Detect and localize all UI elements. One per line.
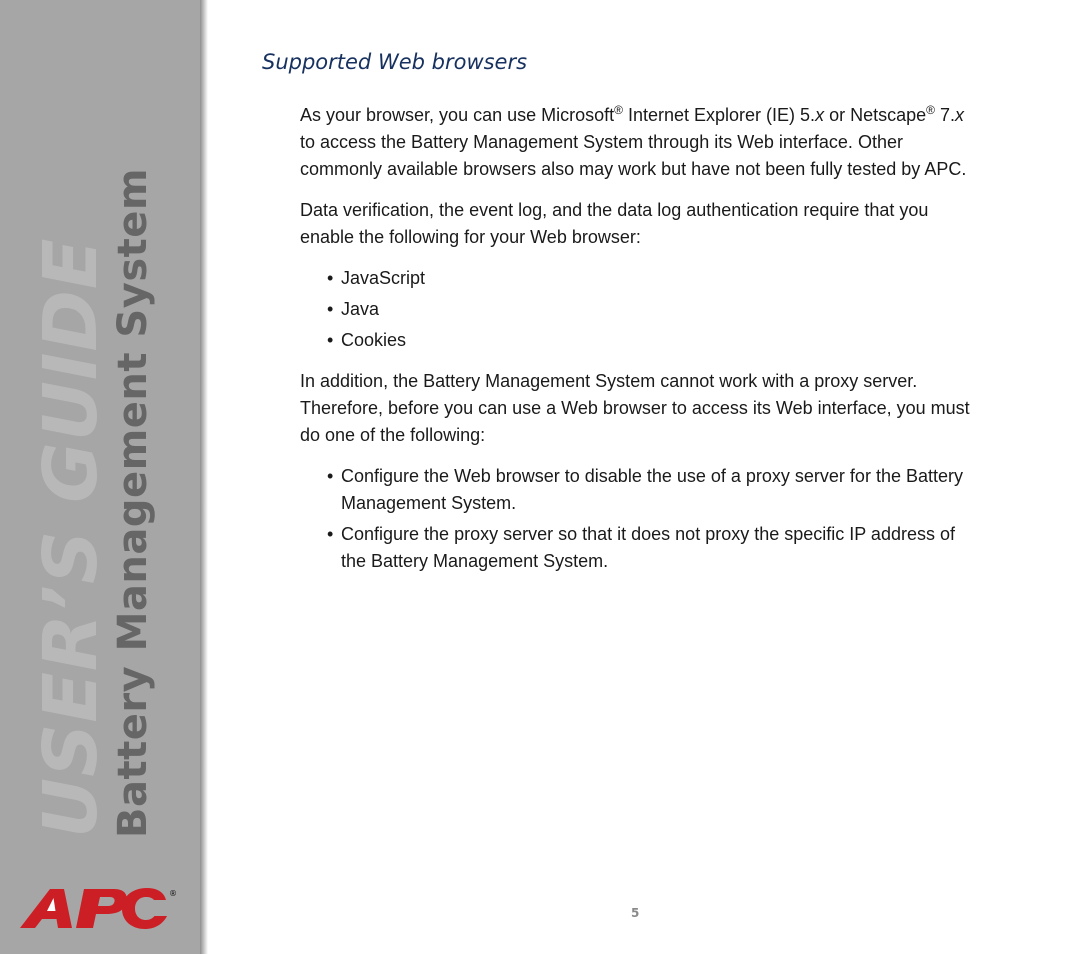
vertical-guide-title: USER’S GUIDE	[28, 237, 114, 838]
bullet: •	[327, 524, 334, 544]
list-item	[300, 265, 980, 292]
bullet: •	[327, 299, 334, 319]
page-number: 5	[631, 906, 640, 920]
version-variable: x	[954, 105, 964, 125]
paragraph-text: 7.	[934, 105, 955, 125]
list-item-text: JavaScript	[341, 268, 426, 288]
apc-logo-mark	[20, 888, 167, 929]
bullet: •	[327, 330, 334, 350]
paragraph-browsers	[300, 102, 980, 183]
list-item	[300, 327, 980, 354]
list-item-text: Configure the Web browser to disable the use of a proxy server for the Battery Management System.	[341, 466, 963, 513]
paragraph-requirements: Data verification, the event log, and the data log authentication require that you enable the following for your Web browser:	[300, 200, 929, 247]
section-heading: Supported Web browsers	[262, 50, 528, 74]
list-item-text: Java	[341, 299, 380, 319]
paragraph-text: or Netscape	[824, 105, 927, 125]
paragraph-text: to access the Battery Management System through its Web interface. Other commonly available browsers also may work but have not been fully tested by APC.	[300, 132, 967, 179]
logo-registered-mark: ®	[169, 889, 177, 898]
sidebar-shadow	[200, 0, 208, 954]
registered-mark: ®	[614, 103, 623, 117]
paragraph-text: As your browser, you can use Microsoft	[300, 105, 615, 125]
paragraph-text: Internet Explorer (IE) 5.	[622, 105, 816, 125]
apc-logo	[18, 884, 178, 932]
list-item	[300, 463, 980, 517]
required-features-list	[300, 265, 980, 354]
version-variable: x	[815, 105, 825, 125]
vertical-product-name: Battery Management System	[110, 167, 156, 838]
proxy-options-list	[300, 463, 980, 575]
list-item-text: Configure the proxy server so that it does not proxy the specific IP address of the Battery Management System.	[341, 524, 955, 571]
list-item	[300, 521, 980, 575]
list-item	[300, 296, 980, 323]
bullet: •	[327, 268, 334, 288]
main-content	[300, 102, 980, 589]
registered-mark: ®	[926, 103, 935, 117]
bullet: •	[327, 466, 334, 486]
list-item-text: Cookies	[341, 330, 407, 350]
paragraph-proxy: In addition, the Battery Management System cannot work with a proxy server. Therefore, before you can use a Web browser to access its Web interface, you must do one of the following:	[300, 371, 970, 445]
